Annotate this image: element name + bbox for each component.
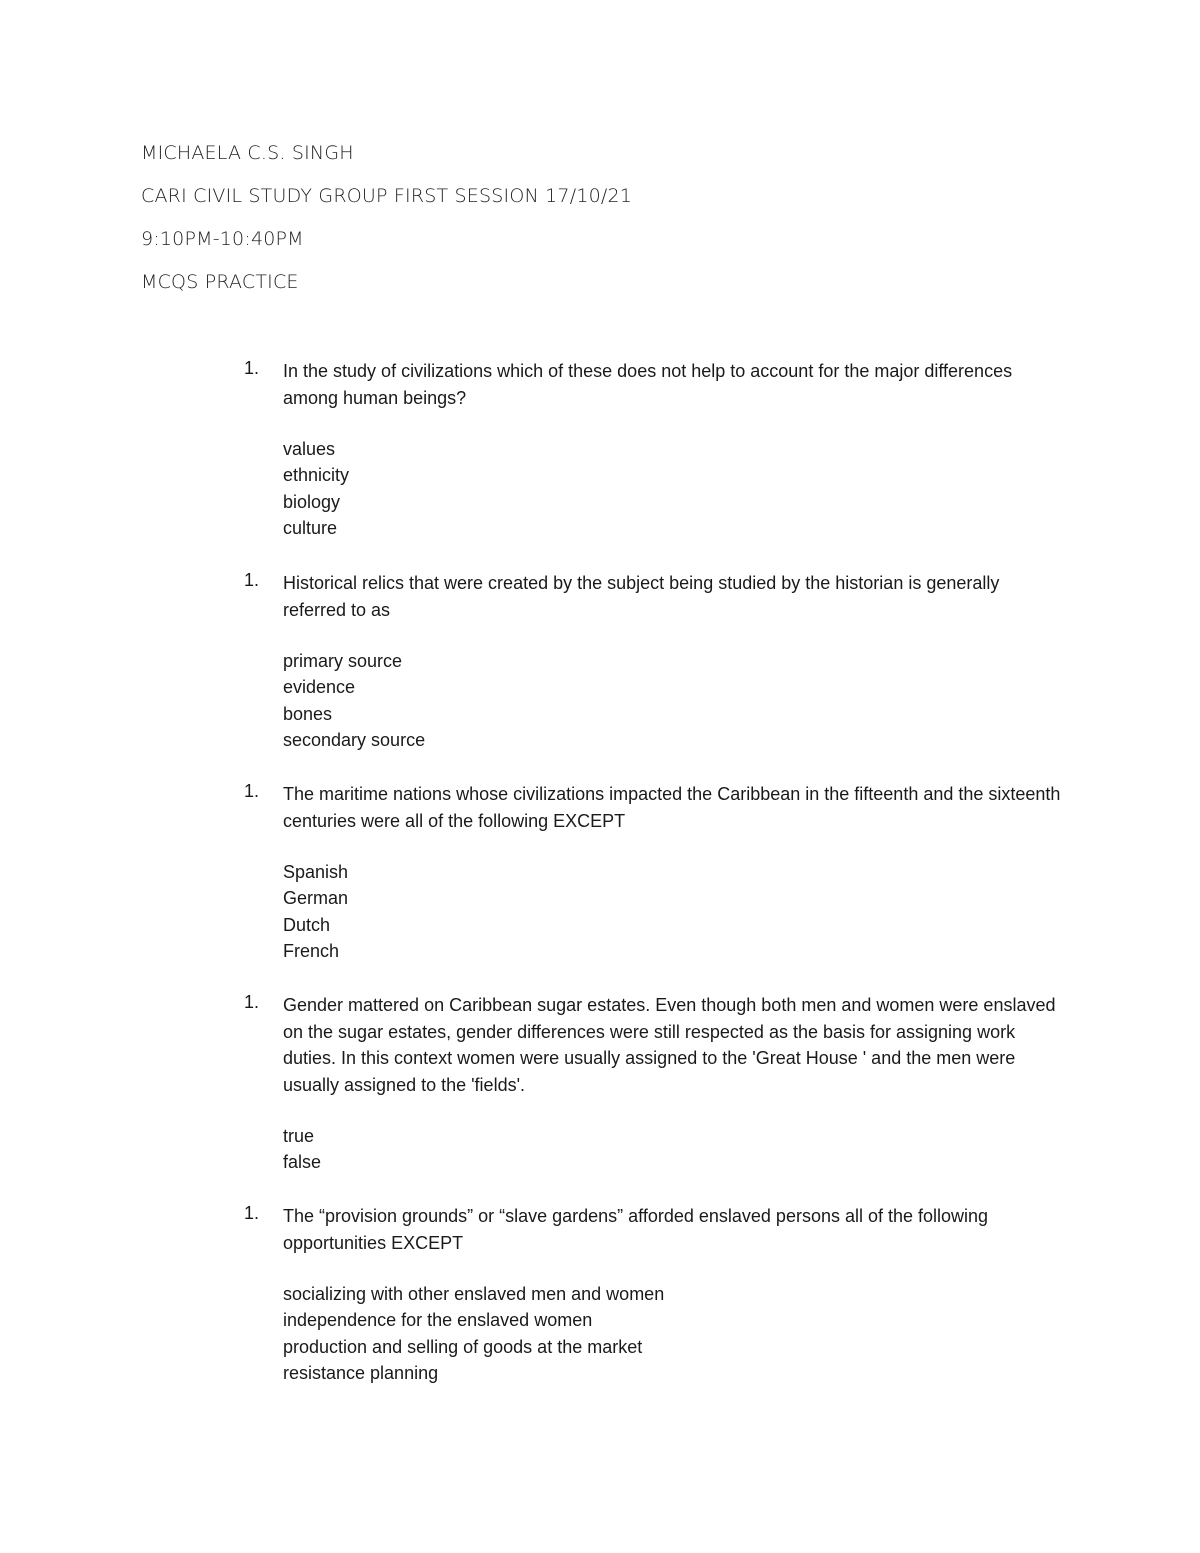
option-item: independence for the enslaved women bbox=[283, 1310, 593, 1331]
option-list bbox=[283, 1281, 664, 1386]
question-text: The “provision grounds” or “slave gardens” afforded enslaved persons all of the following opportunities EXCEPT bbox=[283, 1206, 989, 1253]
question-number: 1. bbox=[244, 570, 260, 590]
option-item: primary source bbox=[283, 651, 403, 671]
option-list bbox=[283, 1123, 321, 1176]
option-list bbox=[283, 648, 425, 753]
option-item: ethnicity bbox=[283, 465, 350, 486]
option-item: production and selling of goods at the market bbox=[283, 1336, 643, 1357]
option-item: evidence bbox=[283, 677, 356, 698]
option-item: French bbox=[283, 940, 340, 961]
session-time: 9:10PM-10:40PM bbox=[141, 228, 304, 250]
page-title: MCQS PRACTICE bbox=[141, 271, 299, 293]
session-title: CARI CIVIL STUDY GROUP FIRST SESSION 17/10/21 bbox=[141, 185, 633, 207]
question-text: Historical relics that were created by the subject being studied by the historian is generally referred to as bbox=[283, 573, 1000, 620]
question-number: 1. bbox=[244, 992, 260, 1012]
option-item: socializing with other enslaved men and women bbox=[283, 1284, 665, 1304]
option-item: culture bbox=[283, 517, 338, 538]
question-text: In the study of civilizations which of these does not help to account for the major differences among human beings? bbox=[283, 361, 1013, 408]
option-item: bones bbox=[283, 703, 333, 724]
question-text: Gender mattered on Caribbean sugar estates. Even though both men and women were enslaved on the sugar estates, gender differences were still respected as the basis for assigning work duties. In this context women were usually assigned to the 'Great House ' and the men were usually assigned to the 'fields'. bbox=[283, 995, 1056, 1095]
question-number: 1. bbox=[244, 358, 260, 378]
option-item: biology bbox=[283, 491, 341, 512]
option-item: German bbox=[283, 888, 349, 909]
author-name: MICHAELA C.S. SINGH bbox=[141, 142, 354, 164]
option-item: false bbox=[283, 1152, 322, 1173]
option-list bbox=[283, 436, 349, 541]
question-text: The maritime nations whose civilizations impacted the Caribbean in the fifteenth and the sixteenth centuries were all of the following EXCEPT bbox=[283, 784, 1061, 831]
option-item: true bbox=[283, 1126, 315, 1146]
question-number: 1. bbox=[244, 781, 260, 801]
option-item: values bbox=[283, 439, 336, 459]
question-number: 1. bbox=[244, 1203, 260, 1223]
option-list bbox=[283, 859, 348, 964]
option-item: resistance planning bbox=[283, 1362, 439, 1383]
option-item: Spanish bbox=[283, 862, 349, 882]
option-item: secondary source bbox=[283, 729, 426, 750]
option-item: Dutch bbox=[283, 914, 331, 935]
